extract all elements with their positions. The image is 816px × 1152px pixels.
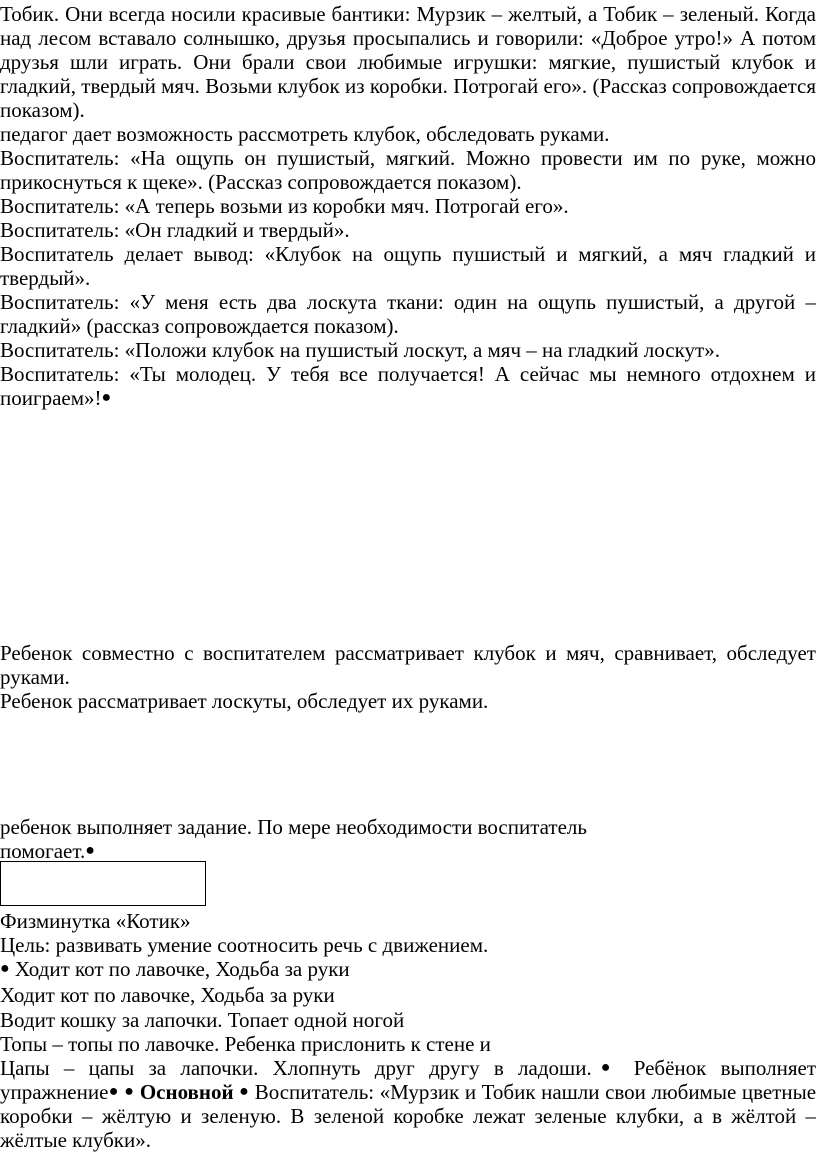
- child-action: Ребенок рассматривает лоскуты, обследует их руками.: [0, 689, 489, 713]
- empty-frame: [0, 861, 206, 906]
- teacher-speech: Воспитатель: «У меня есть два лоскута ткани: один на ощупь пушистый, а другой – гладкий» (рассказ сопровождается показом).: [0, 290, 816, 338]
- bullet-icon: ●: [85, 842, 95, 859]
- fizminutka-title: Физминутка «Котик»: [0, 909, 191, 933]
- task-line: ребенок выполняет задание. По мере необходимости воспитатель: [0, 815, 587, 839]
- bullet-icon: ●: [239, 1083, 250, 1100]
- rhyme-line: Топы – топы по лавочке. Ребенка прислонить к стене и: [0, 1032, 491, 1056]
- teacher-speech: Воспитатель: «Он гладкий и твердый».: [0, 218, 350, 242]
- task-line: помогает.●: [0, 839, 95, 863]
- section-label: Основной: [139, 1080, 234, 1104]
- bullet-icon: ●: [124, 1083, 135, 1100]
- teacher-speech: Воспитатель: «Ты молодец. У тебя все получается! А сейчас мы немного отдохнем и поиграем»!●: [0, 362, 816, 410]
- child-action: Ребенок совместно с воспитателем рассматривает клубок и мяч, сравнивает, обследует руками.: [0, 641, 816, 689]
- teacher-conclusion: Воспитатель делает вывод: «Клубок на ощупь пушистый и мягкий, а мяч гладкий и твердый».: [0, 242, 816, 290]
- rhyme-line: Водит кошку за лапочки. Топает одной ногой: [0, 1008, 405, 1032]
- bullet-icon: ●: [591, 1059, 620, 1076]
- rhyme-line: ● Ходит кот по лавочке, Ходьба за руки: [0, 957, 350, 981]
- story-paragraph: Тобик. Они всегда носили красивые бантики: Мурзик – желтый, а Тобик – зеленый. Когда над лесом вставало солнышко, друзья просыпались и говорили: «Доброе утро!» А потом друзья шли играть. Они брали свои любимые игрушки: мягкие, пушистый клубок и гладкий, твердый мяч. Возьми клубок из коробки. Потрогай его». (Рассказ сопровождается показом).: [0, 2, 816, 122]
- bullet-icon: ●: [0, 960, 10, 977]
- teacher-speech: Воспитатель: «На ощупь он пушистый, мягкий. Можно провести им по руке, можно прикоснуться к щеке». (Рассказ сопровождается показом).: [0, 146, 816, 194]
- bullet-icon: ●: [101, 389, 112, 406]
- rhyme-line: Ходит кот по лавочке, Ходьба за руки: [0, 983, 335, 1007]
- teacher-speech: Воспитатель: «А теперь возьми из коробки мяч. Потрогай его».: [0, 194, 569, 218]
- bullet-icon: ●: [108, 1083, 119, 1100]
- goal-line: Цель: развивать умение соотносить речь с движением.: [0, 933, 489, 957]
- teacher-instruction: педагог дает возможность рассмотреть клубок, обследовать руками.: [0, 122, 610, 146]
- teacher-speech: Воспитатель: «Положи клубок на пушистый лоскут, а мяч – на гладкий лоскут».: [0, 338, 720, 362]
- rhyme-and-main-block: Цапы – цапы за лапочки. Хлопнуть друг другу в ладоши.● Ребёнок выполняет упражнение● ● Основной ● Воспитатель: «Мурзик и Тобик нашли свои любимые цветные коробки – жёлтую и зеленую. В зеленой коробке лежат зеленые клубки, а в жёлтой – жёлтые клубки».: [0, 1056, 816, 1152]
